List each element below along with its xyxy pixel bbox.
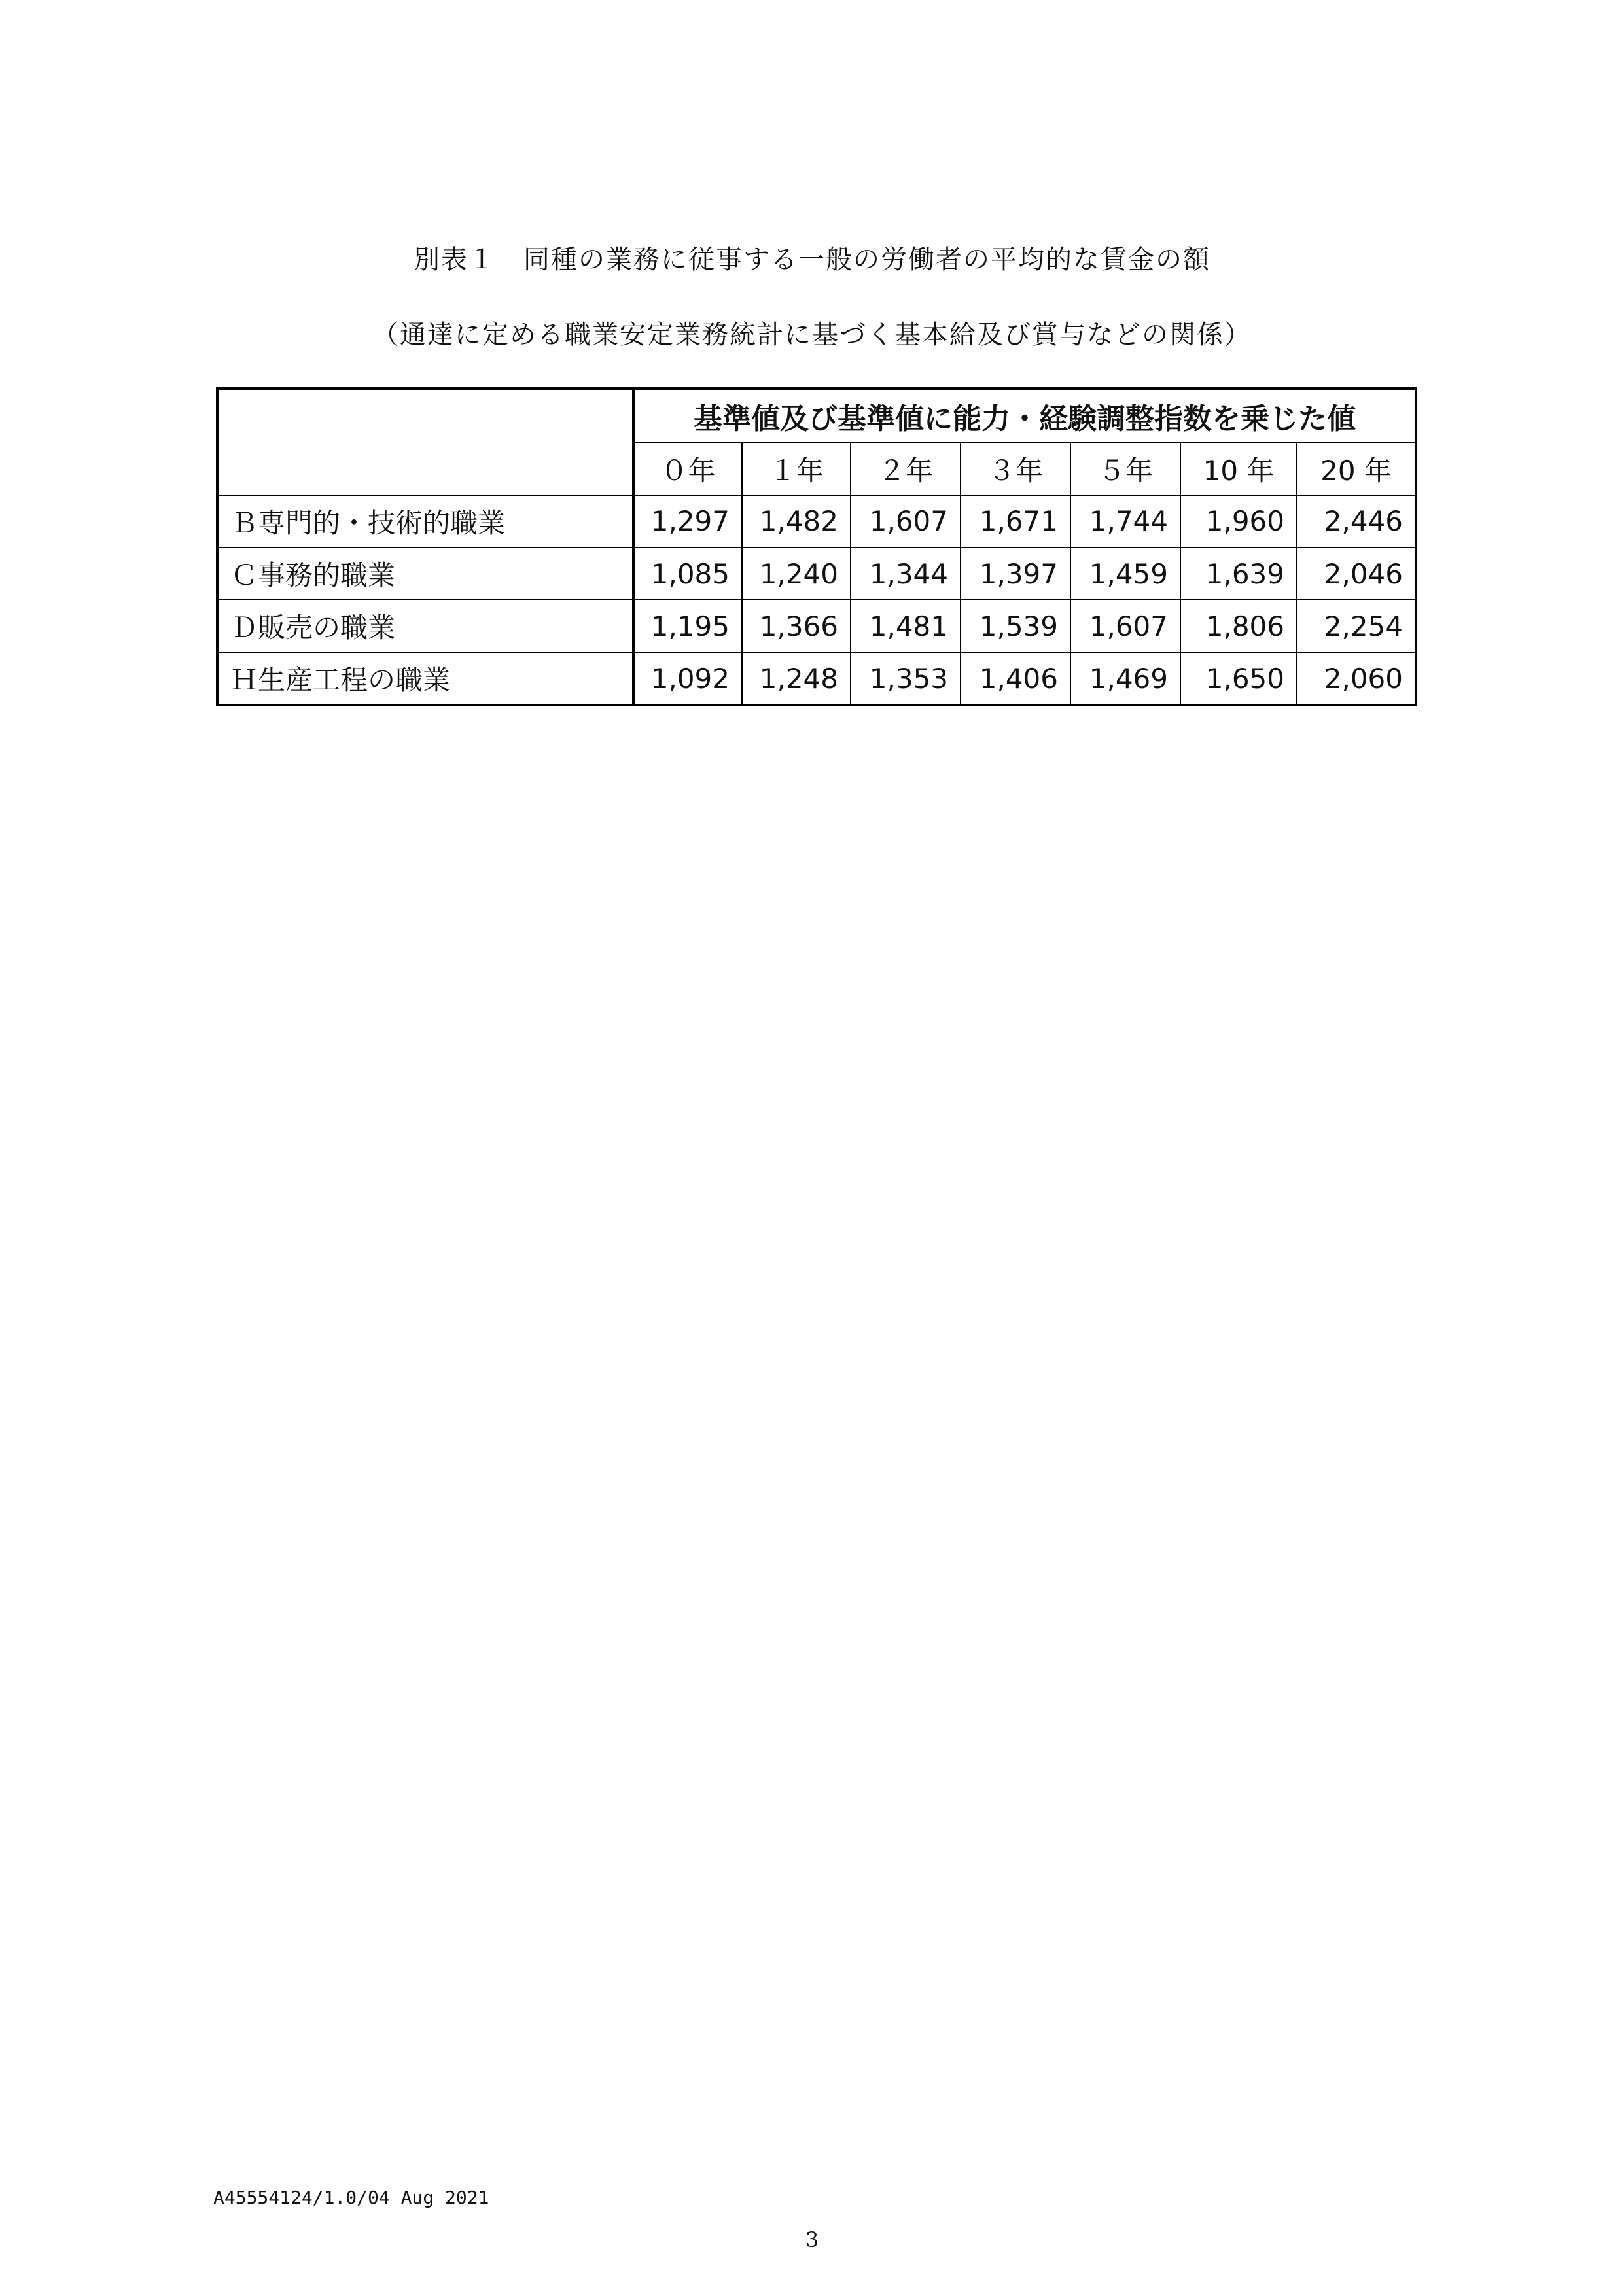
- value-cell: 1,248: [742, 653, 851, 705]
- year-header: 10 年: [1180, 442, 1297, 495]
- table-row: [217, 495, 1416, 548]
- row-label: Ｈ生産工程の職業: [217, 653, 633, 705]
- value-cell: 1,085: [633, 548, 742, 600]
- value-cell: 2,046: [1297, 548, 1416, 600]
- value-cell: 1,671: [961, 495, 1070, 548]
- value-cell: 1,397: [961, 548, 1070, 600]
- value-cell: 2,446: [1297, 495, 1416, 548]
- document-id: A45554124/1.0/04 Aug 2021: [213, 2187, 489, 2208]
- value-cell: 1,344: [851, 548, 961, 600]
- table-corner-cell: [217, 389, 633, 495]
- value-cell: 1,607: [1070, 600, 1180, 652]
- value-cell: 2,060: [1297, 653, 1416, 705]
- page-number: 3: [805, 2227, 819, 2252]
- value-cell: 2,254: [1297, 600, 1416, 652]
- value-cell: 1,960: [1180, 495, 1297, 548]
- value-cell: 1,469: [1070, 653, 1180, 705]
- document-subtitle: （通達に定める職業安定業務統計に基づく基本給及び賞与などの関係）: [372, 320, 1252, 350]
- value-cell: 1,639: [1180, 548, 1297, 600]
- year-header: 20 年: [1297, 442, 1416, 495]
- wage-table: [216, 387, 1417, 706]
- year-header: ２年: [851, 442, 961, 495]
- value-cell: 1,806: [1180, 600, 1297, 652]
- document-title: 別表１ 同種の業務に従事する一般の労働者の平均的な賃金の額: [414, 245, 1210, 275]
- row-label: Ｄ販売の職業: [217, 600, 633, 652]
- year-header: ５年: [1070, 442, 1180, 495]
- table-row: [217, 600, 1416, 652]
- year-header: ０年: [633, 442, 742, 495]
- value-cell: 1,650: [1180, 653, 1297, 705]
- value-cell: 1,297: [633, 495, 742, 548]
- row-label: Ｂ専門的・技術的職業: [217, 495, 633, 548]
- value-cell: 1,406: [961, 653, 1070, 705]
- value-cell: 1,240: [742, 548, 851, 600]
- value-cell: 1,092: [633, 653, 742, 705]
- value-cell: 1,539: [961, 600, 1070, 652]
- group-header: 基準値及び基準値に能力・経験調整指数を乗じた値: [633, 389, 1416, 442]
- year-header: １年: [742, 442, 851, 495]
- value-cell: 1,744: [1070, 495, 1180, 548]
- value-cell: 1,482: [742, 495, 851, 548]
- value-cell: 1,353: [851, 653, 961, 705]
- value-cell: 1,366: [742, 600, 851, 652]
- value-cell: 1,607: [851, 495, 961, 548]
- value-cell: 1,481: [851, 600, 961, 652]
- table-row: [217, 548, 1416, 600]
- table-row: [217, 653, 1416, 705]
- value-cell: 1,195: [633, 600, 742, 652]
- table-header-row: [217, 389, 1416, 442]
- year-header: ３年: [961, 442, 1070, 495]
- value-cell: 1,459: [1070, 548, 1180, 600]
- row-label: Ｃ事務的職業: [217, 548, 633, 600]
